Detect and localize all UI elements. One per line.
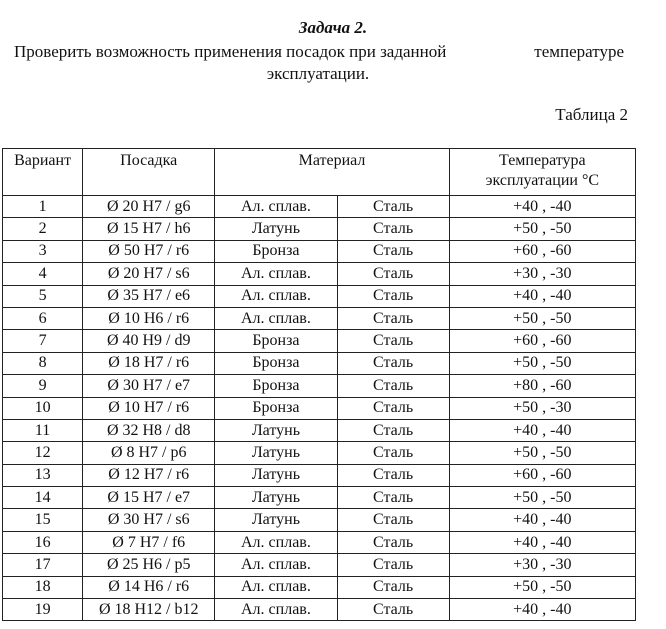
cell-temperature: +40 , -40 — [449, 196, 635, 218]
table-row — [3, 263, 636, 285]
cell-material-2: Сталь — [337, 240, 449, 262]
cell-material-2: Сталь — [337, 218, 449, 240]
cell-material-2: Сталь — [337, 285, 449, 307]
cell-material-1: Латунь — [215, 464, 337, 486]
cell-material-2: Сталь — [337, 307, 449, 329]
cell-fit: Ø 15 H7 / e7 — [83, 487, 215, 509]
header-fit: Посадка — [83, 149, 215, 196]
table-body — [3, 196, 636, 621]
cell-fit: Ø 18 H7 / r6 — [83, 352, 215, 374]
table-row — [3, 576, 636, 598]
cell-variant: 14 — [3, 487, 83, 509]
cell-material-2: Сталь — [337, 330, 449, 352]
cell-temperature: +50 , -30 — [449, 397, 635, 419]
cell-material-2: Сталь — [337, 464, 449, 486]
cell-variant: 6 — [3, 307, 83, 329]
cell-material-1: Латунь — [215, 509, 337, 531]
cell-material-2: Сталь — [337, 352, 449, 374]
cell-material-1: Латунь — [215, 487, 337, 509]
cell-temperature: +50 , -50 — [449, 442, 635, 464]
cell-temperature: +30 , -30 — [449, 263, 635, 285]
cell-temperature: +40 , -40 — [449, 531, 635, 553]
table-row — [3, 599, 636, 621]
cell-temperature: +60 , -60 — [449, 330, 635, 352]
table-row — [3, 352, 636, 374]
cell-material-1: Латунь — [215, 442, 337, 464]
cell-fit: Ø 14 H6 / r6 — [83, 576, 215, 598]
table-row — [3, 554, 636, 576]
cell-variant: 13 — [3, 464, 83, 486]
cell-material-1: Ал. сплав. — [215, 196, 337, 218]
header-temperature-line1: Температура — [499, 152, 586, 169]
table-row — [3, 531, 636, 553]
cell-material-1: Ал. сплав. — [215, 599, 337, 621]
table-header-row — [3, 149, 636, 196]
cell-material-1: Латунь — [215, 218, 337, 240]
cell-material-2: Сталь — [337, 442, 449, 464]
table-caption: Таблица 2 — [555, 105, 628, 124]
cell-temperature: +40 , -40 — [449, 419, 635, 441]
cell-temperature: +50 , -50 — [449, 307, 635, 329]
fits-table — [2, 148, 636, 621]
cell-material-2: Сталь — [337, 599, 449, 621]
cell-fit: Ø 10 H6 / r6 — [83, 307, 215, 329]
cell-material-1: Ал. сплав. — [215, 531, 337, 553]
cell-fit: Ø 8 H7 / p6 — [83, 442, 215, 464]
cell-variant: 15 — [3, 509, 83, 531]
cell-variant: 16 — [3, 531, 83, 553]
header-variant: Вариант — [3, 149, 83, 196]
task-heading: Задача 2. — [298, 18, 368, 37]
cell-temperature: +40 , -40 — [449, 599, 635, 621]
cell-material-2: Сталь — [337, 554, 449, 576]
cell-material-1: Бронза — [215, 330, 337, 352]
table-row — [3, 397, 636, 419]
cell-variant: 5 — [3, 285, 83, 307]
cell-fit: Ø 15 H7 / h6 — [83, 218, 215, 240]
table-row — [3, 419, 636, 441]
cell-material-1: Ал. сплав. — [215, 554, 337, 576]
cell-fit: Ø 50 H7 / r6 — [83, 240, 215, 262]
cell-material-2: Сталь — [337, 375, 449, 397]
cell-material-2: Сталь — [337, 397, 449, 419]
task-statement-line2: эксплуатации. — [266, 64, 370, 83]
cell-fit: Ø 7 H7 / f6 — [83, 531, 215, 553]
cell-variant: 7 — [3, 330, 83, 352]
cell-variant: 4 — [3, 263, 83, 285]
cell-material-1: Бронза — [215, 352, 337, 374]
table-row — [3, 307, 636, 329]
header-temperature-line2: эксплуатации °С — [485, 172, 600, 189]
cell-material-2: Сталь — [337, 196, 449, 218]
cell-fit: Ø 30 H7 / s6 — [83, 509, 215, 531]
cell-variant: 11 — [3, 419, 83, 441]
cell-variant: 8 — [3, 352, 83, 374]
header-temperature — [449, 149, 635, 196]
table-row — [3, 464, 636, 486]
cell-fit: Ø 20 H7 / g6 — [83, 196, 215, 218]
cell-variant: 1 — [3, 196, 83, 218]
table-row — [3, 285, 636, 307]
cell-temperature: +50 , -50 — [449, 218, 635, 240]
task-statement-right: температуре — [534, 42, 624, 61]
cell-fit: Ø 32 H8 / d8 — [83, 419, 215, 441]
cell-material-2: Сталь — [337, 487, 449, 509]
cell-temperature: +50 , -50 — [449, 352, 635, 374]
cell-variant: 2 — [3, 218, 83, 240]
cell-material-1: Латунь — [215, 419, 337, 441]
cell-material-1: Ал. сплав. — [215, 263, 337, 285]
cell-fit: Ø 35 H7 / e6 — [83, 285, 215, 307]
cell-temperature: +40 , -40 — [449, 509, 635, 531]
header-material: Материал — [215, 149, 449, 196]
table-row — [3, 196, 636, 218]
cell-material-2: Сталь — [337, 419, 449, 441]
cell-fit: Ø 10 H7 / r6 — [83, 397, 215, 419]
cell-variant: 9 — [3, 375, 83, 397]
cell-fit: Ø 12 H7 / r6 — [83, 464, 215, 486]
table-row — [3, 240, 636, 262]
cell-variant: 17 — [3, 554, 83, 576]
cell-material-1: Бронза — [215, 375, 337, 397]
cell-temperature: +50 , -50 — [449, 487, 635, 509]
cell-temperature: +50 , -50 — [449, 576, 635, 598]
task-statement-left: Проверить возможность применения посадок при заданной — [14, 42, 447, 61]
table-row — [3, 442, 636, 464]
task-statement-line1 — [14, 42, 624, 62]
cell-material-1: Бронза — [215, 397, 337, 419]
cell-variant: 18 — [3, 576, 83, 598]
cell-variant: 12 — [3, 442, 83, 464]
table-row — [3, 487, 636, 509]
cell-temperature: +80 , -60 — [449, 375, 635, 397]
cell-temperature: +40 , -40 — [449, 285, 635, 307]
cell-material-1: Ал. сплав. — [215, 307, 337, 329]
cell-fit: Ø 20 H7 / s6 — [83, 263, 215, 285]
cell-fit: Ø 30 H7 / e7 — [83, 375, 215, 397]
cell-temperature: +60 , -60 — [449, 240, 635, 262]
cell-material-2: Сталь — [337, 531, 449, 553]
cell-material-2: Сталь — [337, 576, 449, 598]
cell-fit: Ø 18 H12 / b12 — [83, 599, 215, 621]
table-row — [3, 218, 636, 240]
table-row — [3, 509, 636, 531]
cell-temperature: +60 , -60 — [449, 464, 635, 486]
table-row — [3, 375, 636, 397]
cell-material-1: Бронза — [215, 240, 337, 262]
cell-material-1: Ал. сплав. — [215, 576, 337, 598]
cell-variant: 3 — [3, 240, 83, 262]
table-row — [3, 330, 636, 352]
cell-temperature: +30 , -30 — [449, 554, 635, 576]
cell-variant: 10 — [3, 397, 83, 419]
cell-variant: 19 — [3, 599, 83, 621]
cell-material-2: Сталь — [337, 263, 449, 285]
cell-material-1: Ал. сплав. — [215, 285, 337, 307]
cell-fit: Ø 25 H6 / p5 — [83, 554, 215, 576]
cell-fit: Ø 40 H9 / d9 — [83, 330, 215, 352]
cell-material-2: Сталь — [337, 509, 449, 531]
